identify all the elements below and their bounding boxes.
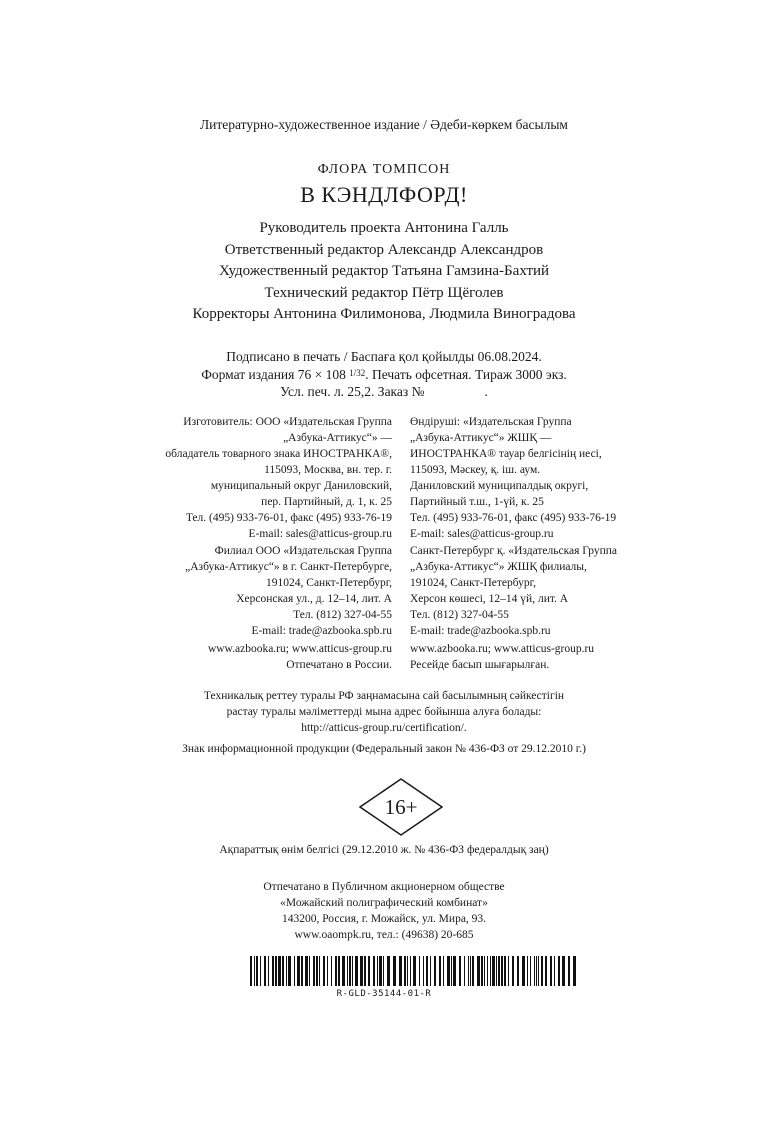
format-fraction: 1/32 — [349, 368, 366, 378]
branch-kz-line: „Азбука-Аттикус“» ЖШҚ филиалы, — [410, 561, 587, 573]
barcode-bar — [459, 956, 461, 986]
book-title: В КЭНДЛФОРД! — [300, 182, 468, 207]
volume-text: Усл. печ. л. 25,2. Заказ № — [280, 384, 425, 399]
publisher-ru-line: пер. Партийный, д. 1, к. 25 — [261, 496, 392, 508]
format-suffix: . Печать офсетная. Тираж 3000 экз. — [365, 367, 567, 382]
barcode-bar — [501, 956, 503, 986]
barcode — [250, 956, 578, 986]
barcode-bar — [342, 956, 345, 986]
barcode-bar — [373, 956, 375, 986]
barcode-bar — [536, 956, 537, 986]
barcode-bar — [313, 956, 315, 986]
barcode-bar — [410, 956, 411, 986]
printer-line: Отпечатано в Публичном акционерном обществе — [263, 881, 505, 893]
staff-line: Художественный редактор Татьяна Гамзина-Бахтий — [218, 263, 550, 279]
barcode-bar — [527, 956, 528, 986]
barcode-bar — [534, 956, 535, 986]
barcode-bar — [453, 956, 456, 986]
branch-ru — [185, 543, 392, 639]
format-prefix: Формат издания 76 × 108 — [201, 367, 350, 382]
age-rating-text: 16+ — [384, 795, 418, 819]
barcode-bar — [558, 956, 560, 986]
barcode-bar — [472, 956, 474, 986]
barcode-bar — [278, 956, 281, 986]
barcode-bar — [404, 956, 406, 986]
branch-kz-line: 191024, Санкт-Петербург, — [410, 577, 536, 589]
barcode-bar — [264, 956, 266, 986]
barcode-bar — [451, 956, 452, 986]
publisher-kz-line: Даниловский муниципалдық округі, — [410, 480, 589, 492]
info-product-sign-kz: Ақпараттық өнім белгісі (29.12.2010 ж. № 436-ФЗ федералдық заң) — [219, 844, 549, 856]
author-name: ФЛОРА ТОМПСОН — [317, 162, 451, 177]
barcode-bar — [487, 956, 488, 986]
barcode-bar — [545, 956, 547, 986]
info-product-sign: Знак информационной продукции (Федеральный закон № 436-ФЗ от 29.12.2010 г.) — [182, 743, 586, 755]
web-ru-links: www.azbooka.ru; www.atticus-group.ru — [207, 643, 392, 655]
barcode-bar — [288, 956, 291, 986]
barcode-bar — [250, 956, 252, 986]
regulation-notice — [0, 688, 768, 736]
publisher-kz-email: E-mail: sales@atticus-group.ru — [410, 528, 554, 540]
barcode-bar — [327, 956, 328, 986]
barcode-bar — [364, 956, 366, 986]
branch-ru-line: Филиал ООО «Издательская Группа — [214, 545, 392, 557]
barcode-bar — [447, 956, 450, 986]
signed-line: Подписано в печать / Баспаға қол қойылды 06.08.2024. — [226, 349, 542, 364]
barcode-bar — [387, 956, 390, 986]
barcode-bar — [254, 956, 255, 986]
publisher-ru-line: муниципальный округ Даниловский, — [210, 480, 392, 492]
barcode-bar — [443, 956, 444, 986]
barcode-bar — [464, 956, 465, 986]
barcode-bar — [568, 956, 570, 986]
barcode-bar — [349, 956, 351, 986]
barcode-bar — [297, 956, 300, 986]
barcode-bar — [426, 956, 428, 986]
barcode-bar — [256, 956, 258, 986]
barcode-bar — [504, 956, 506, 986]
barcode-bar — [319, 956, 320, 986]
printer-line: www.oaompk.ru, тел.: (49638) 20-685 — [294, 929, 474, 941]
barcode-bar — [309, 956, 310, 986]
barcode-bar — [517, 956, 519, 986]
barcode-bar — [470, 956, 471, 986]
publisher-ru-email: E-mail: sales@atticus-group.ru — [248, 528, 392, 540]
barcode-bar — [323, 956, 325, 986]
barcode-bar — [413, 956, 416, 986]
barcode-bar — [512, 956, 514, 986]
publisher-ru-line: Тел. (495) 933-76-01, факс (495) 933-76-19 — [185, 512, 392, 524]
publisher-ru-line: Изготовитель: ООО «Издательская Группа — [183, 416, 392, 428]
branch-ru-line: Херсонская ул., д. 12–14, лит. А — [236, 593, 392, 605]
barcode-bar — [573, 956, 576, 986]
barcode-bar — [305, 956, 308, 986]
publisher-ru — [165, 414, 392, 542]
barcode-bar — [522, 956, 525, 986]
barcode-bar — [355, 956, 358, 986]
branch-ru-line: Тел. (812) 327-04-55 — [293, 609, 392, 621]
barcode-bar — [492, 956, 495, 986]
printer-info — [0, 879, 768, 943]
barcode-bar — [481, 956, 483, 986]
barcode-bar — [419, 956, 420, 986]
barcode-bar — [383, 956, 384, 986]
regulation-line: растау туралы мәліметтерді мына адрес бойынша алуға болады: — [226, 706, 542, 718]
barcode-bar — [468, 956, 469, 986]
print-info — [0, 348, 768, 400]
barcode-bar — [538, 956, 539, 986]
publisher-ru-line: 115093, Москва, вн. тер. г. — [264, 464, 392, 476]
publisher-kz-line: 115093, Мәскеу, қ. іш. аум. — [410, 464, 541, 476]
publisher-ru-line: обладатель товарного знака ИНОСТРАНКА®, — [165, 448, 392, 460]
barcode-bar — [484, 956, 485, 986]
branch-ru-line: 191024, Санкт-Петербург, — [266, 577, 392, 589]
branch-ru-email: E-mail: trade@azbooka.spb.ru — [251, 625, 392, 637]
barcode-bar — [393, 956, 396, 986]
web-kz-links: www.azbooka.ru; www.atticus-group.ru — [410, 643, 595, 655]
staff-line: Технический редактор Пётр Щёголев — [264, 284, 504, 301]
barcode-bar — [407, 956, 408, 986]
barcode-bar — [496, 956, 497, 986]
publisher-kz-line: Өндіруші: «Издательская Группа — [410, 416, 572, 428]
barcode-number: R-GLD-35144-01-R — [336, 989, 432, 999]
barcode-bar — [286, 956, 287, 986]
barcode-bar — [439, 956, 441, 986]
barcode-bar — [541, 956, 543, 986]
barcode-bar — [498, 956, 500, 986]
publisher-kz-line: „Азбука-Аттикус“» ЖШҚ — — [410, 432, 552, 444]
branch-kz-line: Санкт-Петербург қ. «Издательская Группа — [410, 545, 617, 557]
publisher-kz — [410, 414, 616, 542]
barcode-bar — [399, 956, 402, 986]
barcode-bar — [530, 956, 531, 986]
staff-line: Корректоры Антонина Филимонова, Людмила Виноградова — [192, 306, 576, 322]
barcode-bar — [294, 956, 295, 986]
staff-line: Ответственный редактор Александр Александров — [224, 241, 544, 258]
branch-ru-line: „Азбука-Аттикус“» в г. Санкт-Петербурге, — [185, 561, 392, 573]
branch-kz — [410, 543, 617, 639]
barcode-bar — [477, 956, 480, 986]
barcode-bar — [430, 956, 431, 986]
barcode-bar — [550, 956, 552, 986]
publisher-ru-line: „Азбука-Аттикус“» — — [283, 432, 392, 444]
genre-line: Литературно-художественное издание / Әдеби-көркем басылым — [200, 117, 568, 132]
barcode-bar — [490, 956, 491, 986]
barcode-bar — [316, 956, 318, 986]
barcode-bar — [434, 956, 436, 986]
barcode-bar — [331, 956, 332, 986]
branch-kz-email: E-mail: trade@azbooka.spb.ru — [410, 625, 551, 637]
web-ru — [208, 641, 392, 673]
barcode-bar — [508, 956, 509, 986]
barcode-bar — [301, 956, 303, 986]
regulation-url: http://atticus-group.ru/certification/. — [301, 722, 467, 734]
barcode-bar — [272, 956, 274, 986]
barcode-bar — [368, 956, 370, 986]
barcode-bar — [275, 956, 277, 986]
barcode-bar — [347, 956, 348, 986]
publisher-kz-line: Партийный т.ш., 1-үй, к. 25 — [410, 496, 544, 508]
printed-in-russia: Отпечатано в России. — [286, 659, 392, 671]
barcode-bar — [562, 956, 565, 986]
barcode-bar — [377, 956, 378, 986]
barcode-bar — [352, 956, 353, 986]
volume-line: Усл. печ. л. 25,2. Заказ № . — [280, 384, 488, 399]
publisher-kz-line: Тел. (495) 933-76-01, факс (495) 933-76-19 — [410, 512, 617, 524]
barcode-bar — [360, 956, 363, 986]
barcode-bar — [423, 956, 424, 986]
publisher-kz-line: ИНОСТРАНКА® тауар белгісінің иесі, — [410, 448, 602, 460]
branch-kz-line: Херсон көшесі, 12–14 үй, лит. А — [410, 593, 569, 605]
printer-line: «Можайский полиграфический комбинат» — [280, 897, 488, 909]
barcode-bar — [338, 956, 340, 986]
printed-in-russia-kz: Ресейде басып шығарылған. — [410, 659, 550, 671]
barcode-bar — [379, 956, 382, 986]
barcode-bar — [260, 956, 261, 986]
barcode-bar — [282, 956, 284, 986]
age-rating-badge — [359, 778, 443, 836]
barcode-bar — [268, 956, 269, 986]
regulation-line: Техникалық реттеу туралы РФ заңнамасына сай басылымның сәйкестігін — [203, 690, 565, 702]
branch-kz-line: Тел. (812) 327-04-55 — [410, 609, 509, 621]
staff-line: Руководитель проекта Антонина Галль — [259, 220, 509, 236]
barcode-bar — [335, 956, 337, 986]
barcode-bar — [554, 956, 555, 986]
web-kz — [410, 641, 594, 673]
format-line — [0, 365, 768, 383]
printer-line: 143200, Россия, г. Можайск, ул. Мира, 93. — [281, 913, 487, 925]
editorial-staff — [0, 218, 768, 326]
